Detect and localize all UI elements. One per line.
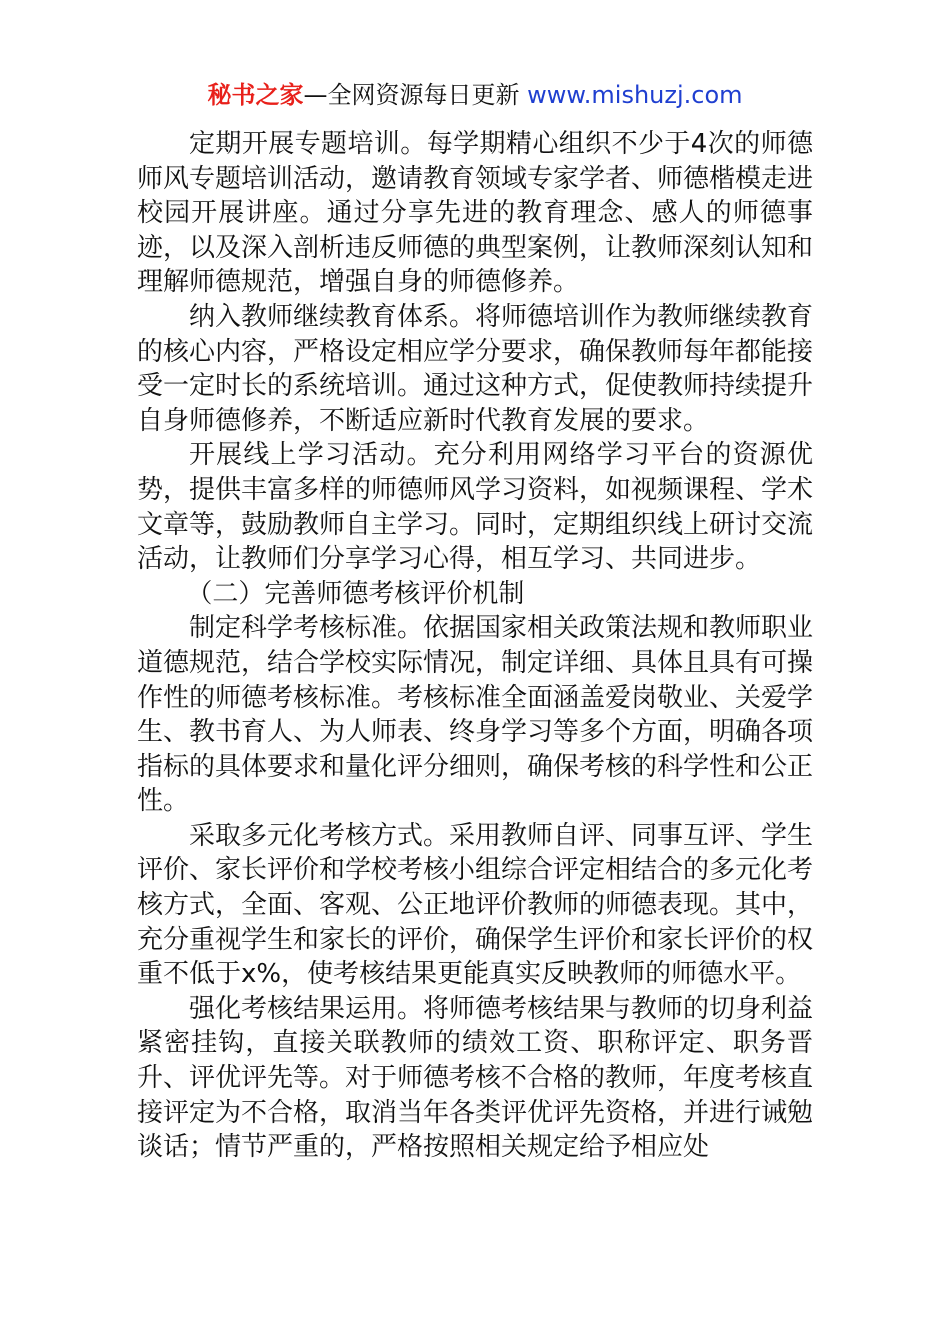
paragraph: 纳入教师继续教育体系。将师德培训作为教师继续教育的核心内容，严格设定相应学分要求，确保教师每年都能接受一定时长的系统培训。通过这种方式，促使教师持续提升自身师德修养，不断适应新时代教育发展的要求。: [137, 301, 814, 436]
brand-name: 秘书之家: [207, 81, 304, 109]
paragraph: 强化考核结果运用。将师德考核结果与教师的切身利益紧密挂钩，直接关联教师的绩效工资、职称评定、职务晋升、评优评先等。对于师德考核不合格的教师，年度考核直接评定为不合格，取消当年各类评优评先资格，并进行诫勉谈话；情节严重的，严格按照相关规定给予相应处: [137, 993, 814, 1163]
paragraph: 制定科学考核标准。依据国家相关政策法规和教师职业道德规范，结合学校实际情况，制定详细、具体且具有可操作性的师德考核标准。考核标准全面涵盖爱岗敬业、关爱学生、教书育人、为人师表、终身学习等多个方面，明确各项指标的具体要求和量化评分细则，确保考核的科学性和公正性。: [137, 613, 814, 817]
header-tagline: —全网资源每日更新: [303, 81, 520, 109]
paragraph: 定期开展专题培训。每学期精心组织不少于4次的师德师风专题培训活动，邀请教育领域专家学者、师德楷模走进校园开展讲座。通过分享先进的教育理念、感人的师德事迹，以及深入剖析违反师德的典型案例，让教师深刻认知和理解师德规范，增强自身的师德修养。: [137, 129, 814, 298]
paragraph: 开展线上学习活动。充分利用网络学习平台的资源优势，提供丰富多样的师德师风学习资料，如视频课程、学术文章等，鼓励教师自主学习。同时，定期组织线上研讨交流活动，让教师们分享学习心得，相互学习、共同进步。: [137, 440, 814, 575]
site-url: www.mishuzj.com: [527, 81, 743, 109]
paragraph: 采取多元化考核方式。采用教师自评、同事互评、学生评价、家长评价和学校考核小组综合评定相结合的多元化考核方式，全面、客观、公正地评价教师的师德表现。其中，充分重视学生和家长的评价，确保学生评价和家长评价的权重不低于x%，使考核结果更能真实反映教师的师德水平。: [137, 820, 814, 990]
site-header: [0, 78, 950, 112]
section-heading: （二）完善师德考核评价机制: [186, 578, 525, 609]
document-body: [137, 127, 813, 1165]
